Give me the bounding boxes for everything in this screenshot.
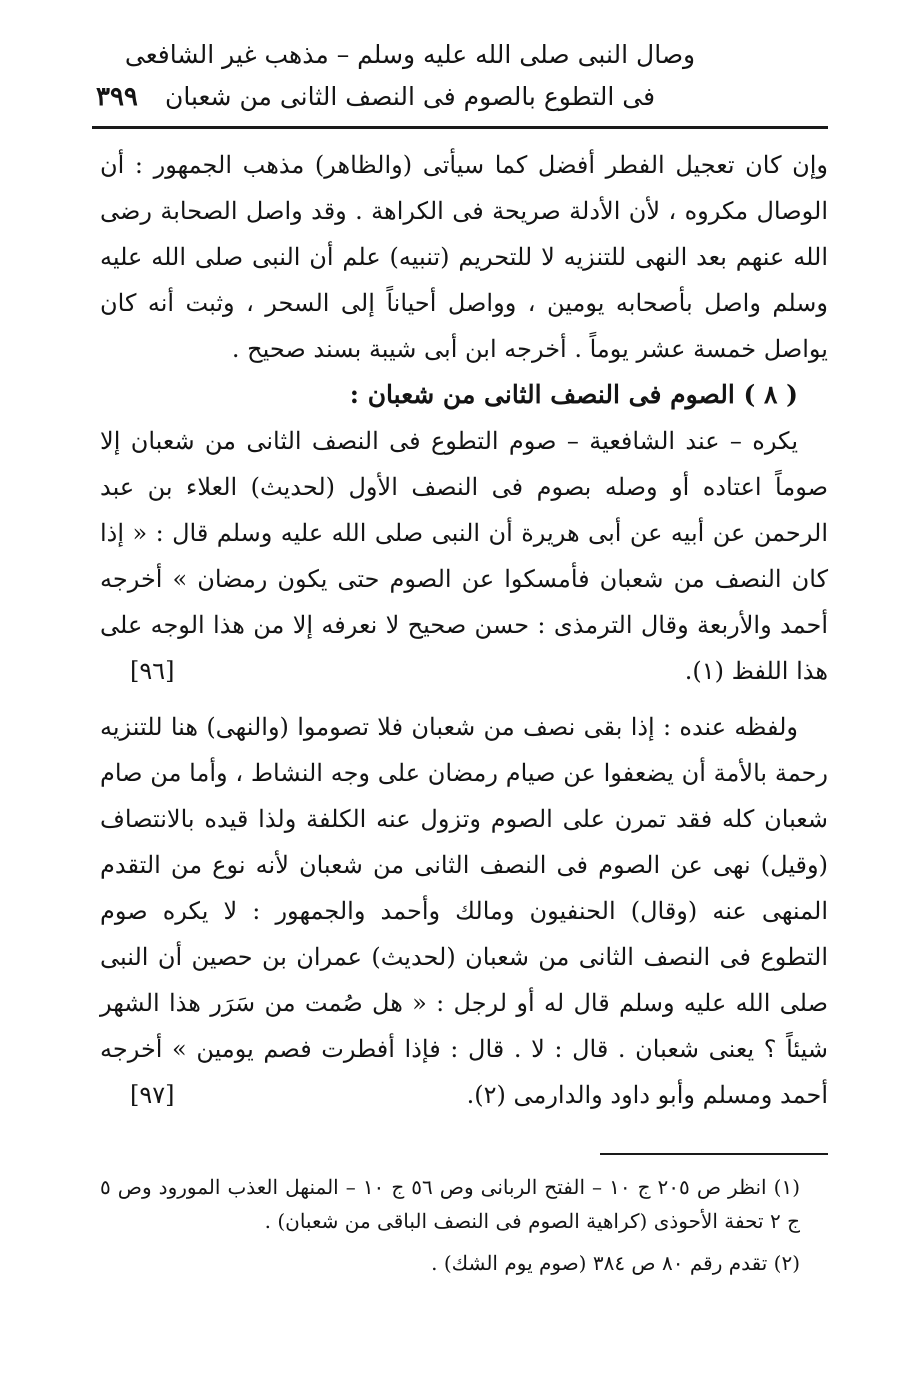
main-text [100, 142, 828, 1118]
running-header [92, 34, 828, 124]
hadith-number-96: [٩٦] [130, 657, 175, 685]
footnotes [100, 1170, 800, 1280]
paragraph-shafii-text: يكره – عند الشافعية – صوم التطوع فى النصف الثانى من شعبان إلا صوماً اعتاده أو وصله بصوم فى النصف الأول (لحديث) العلاء بن عبد الرحمن عن أبيه عن أبى هريرة أن النبى صلى الله عليه وسلم قال : « إذا كان النصف من شعبان فأمسكوا عن الصوم حتى يكون رمضان » أخرجه أحمد والأربعة وقال الترمذى : حسن صحيح لا نعرفه إلا من هذا الوجه على هذا اللفظ (١). [100, 427, 829, 685]
paragraph-jumhur [100, 704, 828, 1118]
header-title-line-2: فى التطوع بالصوم فى النصف الثانى من شعبان [164, 82, 656, 111]
footnote-1: (١) انظر ص ٢٠٥ ج ١٠ – الفتح الربانى وص ٥٦ ج ١٠ – المنهل العذب المورود وص ٥ ج ٢ تحفة الأحوذى (كراهية الصوم فى النصف الباقى من شعبان) . [100, 1175, 800, 1233]
paragraph-wisal: وإن كان تعجيل الفطر أفضل كما سيأتى (والظاهر) مذهب الجمهور : أن الوصال مكروه ، لأن الأدلة صريحة فى الكراهة . وقد واصل الصحابة رضى الله عنهم بعد النهى للتنزيه لا للتحريم (تنبيه) علم أن النبى صلى الله عليه وسلم واصل بأصحابه يومين ، وواصل أحياناً إلى السحر ، وثبت أنه كان يواصل خمسة عشر يوماً . أخرجه ابن أبى شيبة بسند صحيح . [100, 151, 828, 363]
paragraph-shafii [100, 418, 828, 694]
paragraph-jumhur-text: ولفظه عنده : إذا بقى نصف من شعبان فلا تصوموا (والنهى) هنا للتنزيه رحمة بالأمة أن يضعفوا عن صيام رمضان على وجه النشاط ، وأما من صام شعبان كله فقد تمرن على الصوم وتزول عنه الكلفة ولذا قيده بالانتصاف (وقيل) نهى عن الصوم فى النصف الثانى من شعبان لأنه نوع من التقدم المنهى عنه (وقال) الحنفيون ومالك وأحمد والجمهور : لا يكره صوم التطوع فى النصف الثانى من شعبان (لحديث) عمران بن حصين أن النبى صلى الله عليه وسلم قال له أو لرجل : « هل صُمت من سَرَر هذا الشهر شيئاً ؟ يعنى شعبان . قال : لا . قال : فإذا أفطرت فصم يومين » أخرجه أحمد ومسلم وأبو داود والدارمى (٢). [100, 713, 828, 1109]
footnote-rule [600, 1153, 828, 1155]
header-rule [92, 126, 828, 129]
paragraph-gap [100, 694, 828, 704]
hadith-number-97: [٩٧] [130, 1081, 175, 1109]
section-heading: ( ٨ ) الصوم فى النصف الثانى من شعبان : [349, 380, 798, 409]
footnote-2: (٢) تقدم رقم ٨٠ ص ٣٨٤ (صوم يوم الشك) . [431, 1251, 800, 1275]
header-title-line-1: وصال النبى صلى الله عليه وسلم – مذهب غير الشافعى [124, 40, 696, 69]
page-number: ٣٩٩ [96, 82, 138, 112]
